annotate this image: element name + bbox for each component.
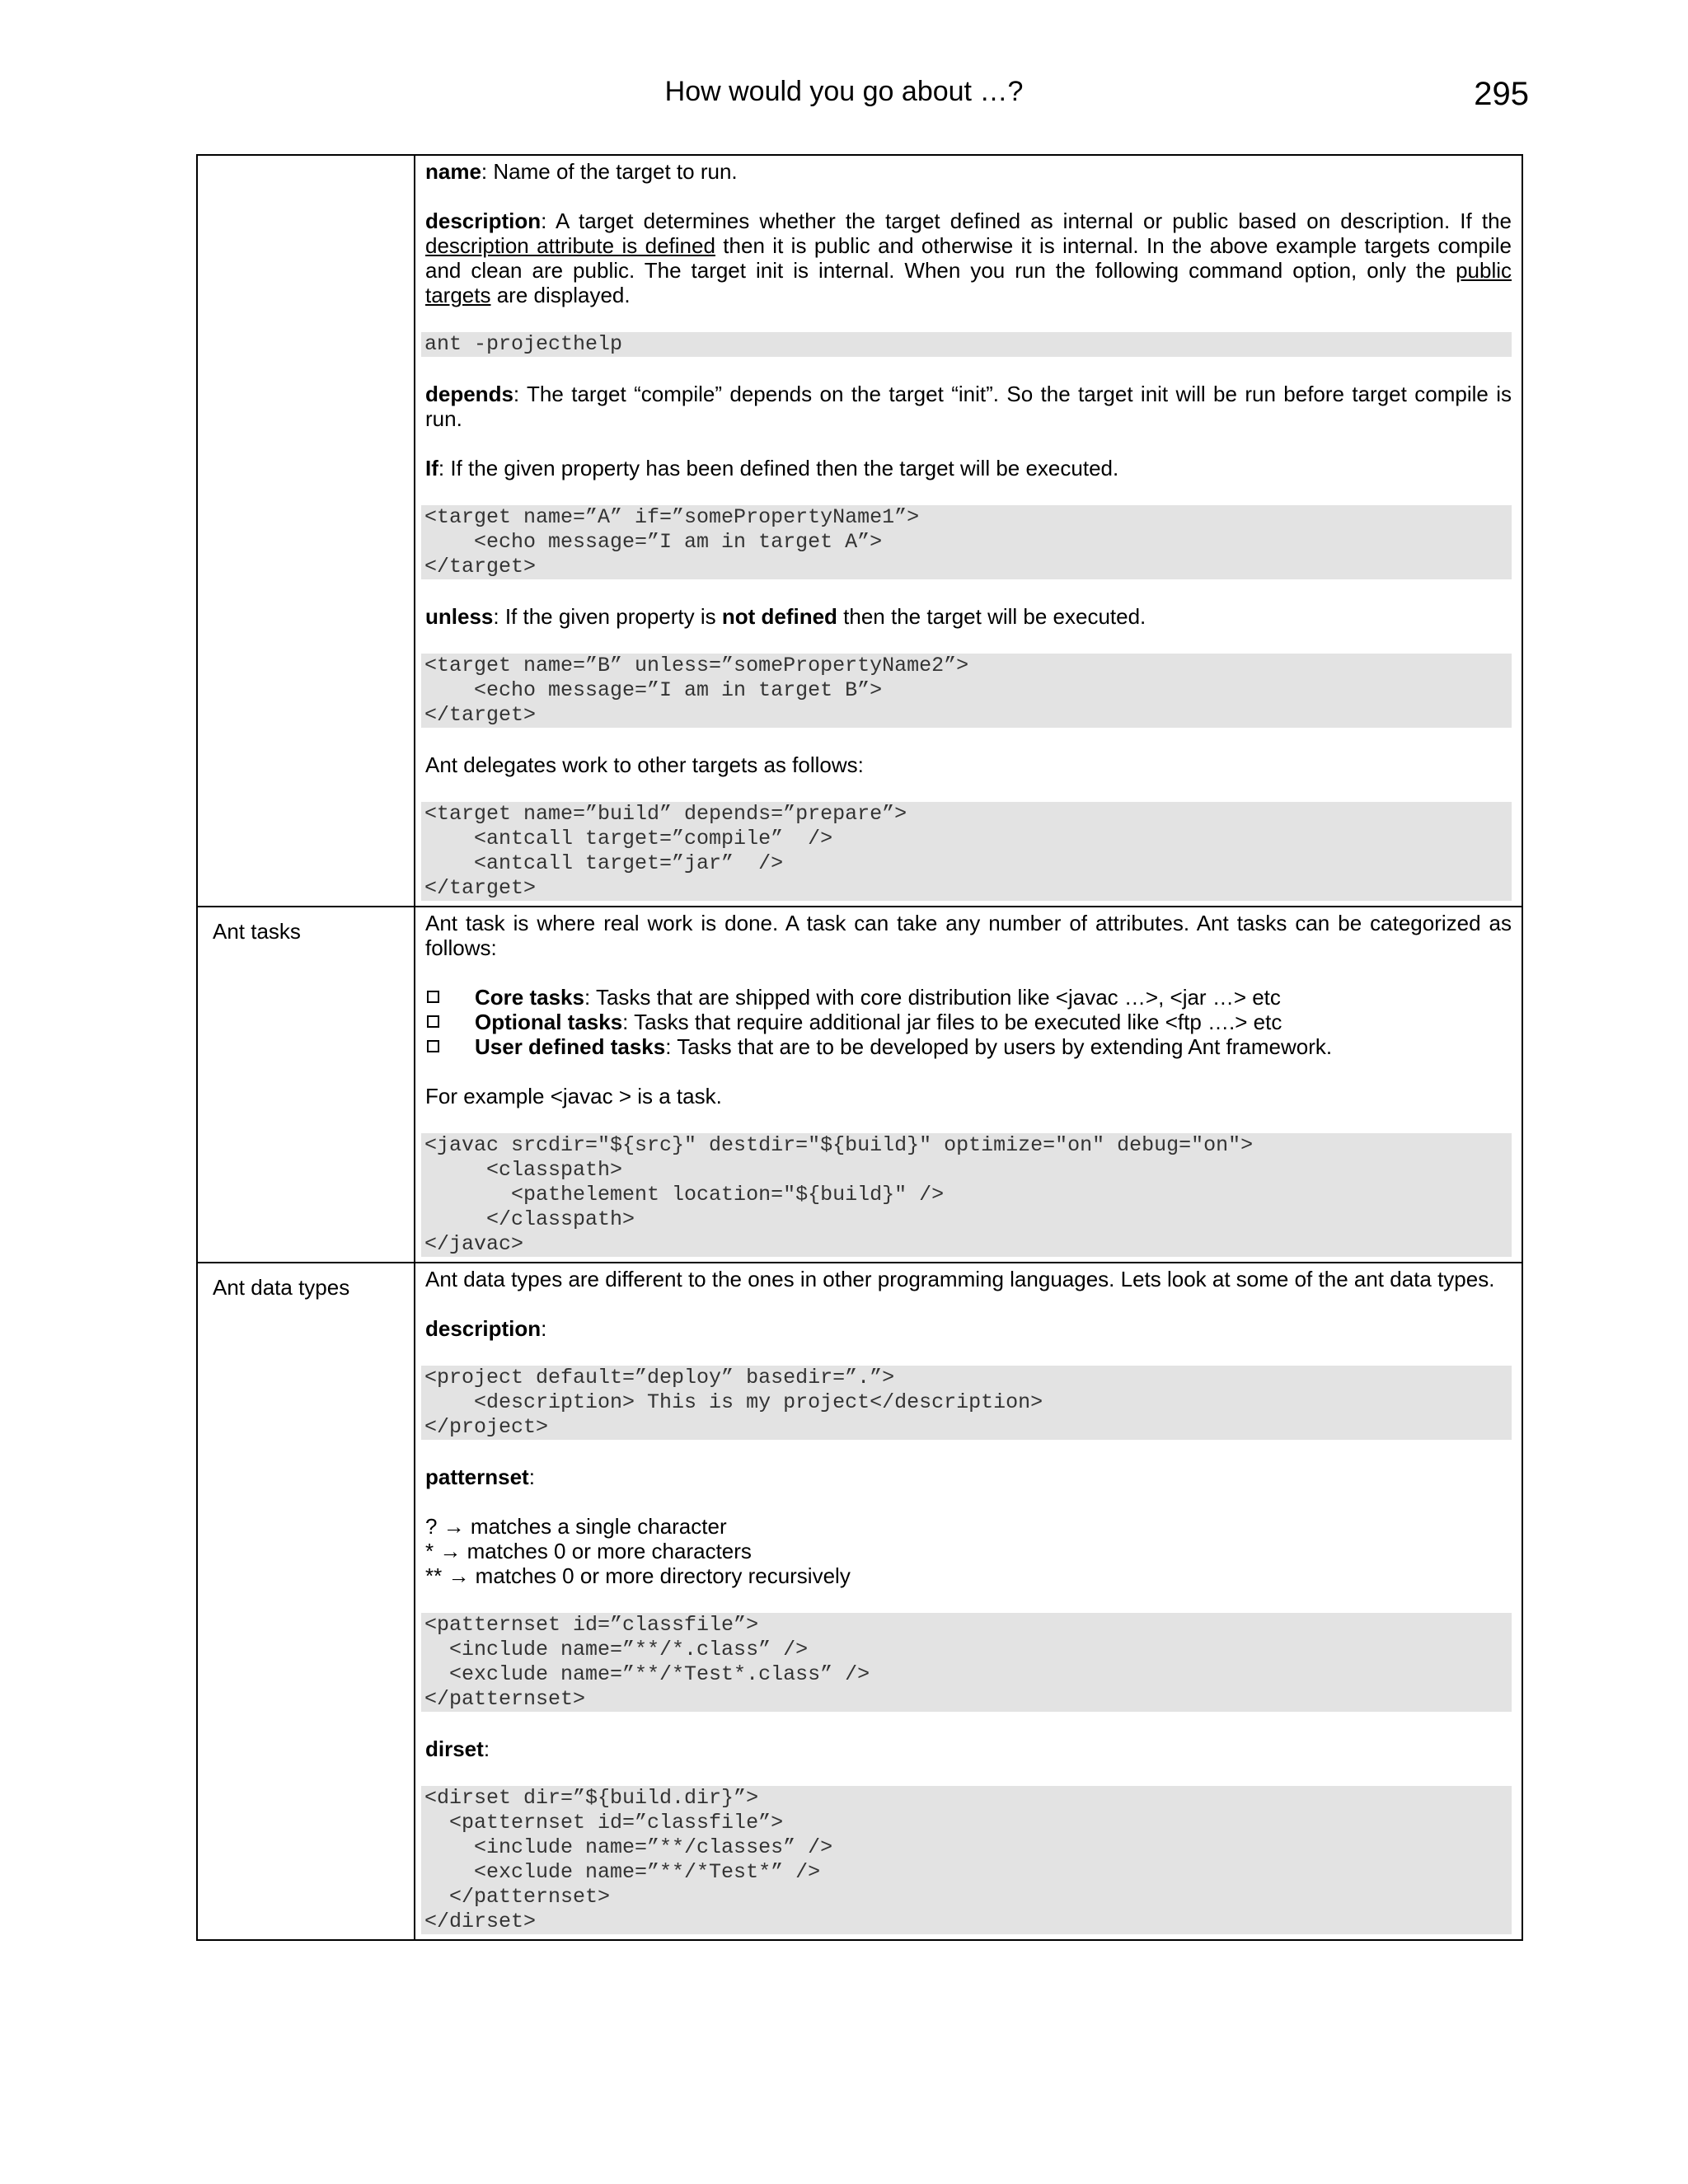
row-content-ant-data-types	[415, 1263, 1522, 1940]
term-name: name	[425, 159, 481, 184]
paragraph-delegate: Ant delegates work to other targets as follows:	[425, 752, 864, 777]
code-block-if: <target name=”A” if=”somePropertyName1”> <echo message=”I am in target A”> </target>	[421, 505, 1512, 579]
pattern-rule-line: ? → matches a single character	[425, 1514, 727, 1539]
page-title: How would you go about …?	[664, 76, 1024, 107]
row-label-empty	[197, 155, 415, 907]
page-header	[0, 76, 1688, 117]
paragraph-name: name: Name of the target to run.	[425, 159, 738, 184]
paragraph-dirset-heading: dirset:	[425, 1736, 490, 1761]
paragraph-description-heading: description:	[425, 1316, 547, 1341]
code-block-projecthelp: ant -projecthelp	[421, 332, 1512, 357]
row-label-ant-tasks: Ant tasks	[197, 907, 415, 1263]
paragraph-depends: depends: The target “compile” depends on the target “init”. So the target init will be run before target compile is run.	[425, 382, 1512, 431]
list-item: Optional tasks: Tasks that require additional jar files to be executed like <ftp ….> etc	[425, 1010, 1512, 1034]
paragraph-example: For example <javac > is a task.	[425, 1084, 722, 1108]
code-block-project: <project default=”deploy” basedir=”.”> <description> This is my project</description> </project>	[421, 1366, 1512, 1440]
table-row	[197, 1263, 1522, 1940]
row-content-ant-tasks	[415, 907, 1522, 1263]
code-block-unless: <target name=”B” unless=”somePropertyName2”> <echo message=”I am in target B”> </target>	[421, 654, 1512, 728]
paragraph-tasks-intro: Ant task is where real work is done. A task can take any number of attributes. Ant tasks can be categorized as follows:	[425, 911, 1512, 960]
table-row	[197, 155, 1522, 907]
code-block-delegate: <target name=”build” depends=”prepare”> <antcall target=”compile” /> <antcall target=”jar” /> </target>	[421, 802, 1512, 901]
paragraph-if: If: If the given property has been defined then the target will be executed.	[425, 456, 1119, 480]
paragraph-patternset-heading: patternset:	[425, 1465, 535, 1489]
checkbox-bullet-icon	[427, 1015, 439, 1028]
paragraph-description: description: A target determines whether the target defined as internal or public based on description. If the description attribute is defined then it is public and otherwise it is internal. In the above example targets compile and clean are public. The target init is internal. When you run the following command option, only the public targets are displayed.	[425, 209, 1512, 307]
pattern-rule-line: ** → matches 0 or more directory recursively	[425, 1563, 851, 1588]
pattern-rule-line: * → matches 0 or more characters	[425, 1539, 752, 1563]
list-item: Core tasks: Tasks that are shipped with core distribution like <javac …>, <jar …> etc	[425, 985, 1512, 1010]
list-item: User defined tasks: Tasks that are to be developed by users by extending Ant framework.	[425, 1034, 1512, 1059]
code-block-dirset: <dirset dir=”${build.dir}”> <patternset id=”classfile”> <include name=”**/classes” /> <exclude name=”**/*Test*” /> </patternset> </dirset>	[421, 1786, 1512, 1934]
paragraph-datatypes-intro: Ant data types are different to the ones in other programming languages. Lets look at some of the ant data types.	[425, 1267, 1495, 1291]
task-category-list	[425, 985, 1512, 1059]
term-description: description	[425, 209, 542, 233]
table-row	[197, 907, 1522, 1263]
code-block-javac: <javac srcdir="${src}" destdir="${build}" optimize="on" debug="on"> <classpath> <pathelement location="${build}" /> </classpath> </javac>	[421, 1133, 1512, 1257]
term-depends: depends	[425, 382, 513, 406]
paragraph-unless: unless: If the given property is not defined then the target will be executed.	[425, 604, 1146, 629]
checkbox-bullet-icon	[427, 991, 439, 1003]
term-unless: unless	[425, 604, 494, 629]
row-label-ant-data-types: Ant data types	[197, 1263, 415, 1940]
pattern-rules	[425, 1514, 1512, 1588]
page-number: 295	[1474, 76, 1529, 112]
content-table	[196, 154, 1523, 1941]
row-content-targets	[415, 155, 1522, 907]
code-block-patternset: <patternset id=”classfile”> <include name=”**/*.class” /> <exclude name=”**/*Test*.class” /> </patternset>	[421, 1613, 1512, 1712]
checkbox-bullet-icon	[427, 1040, 439, 1052]
term-if: If	[425, 456, 438, 480]
